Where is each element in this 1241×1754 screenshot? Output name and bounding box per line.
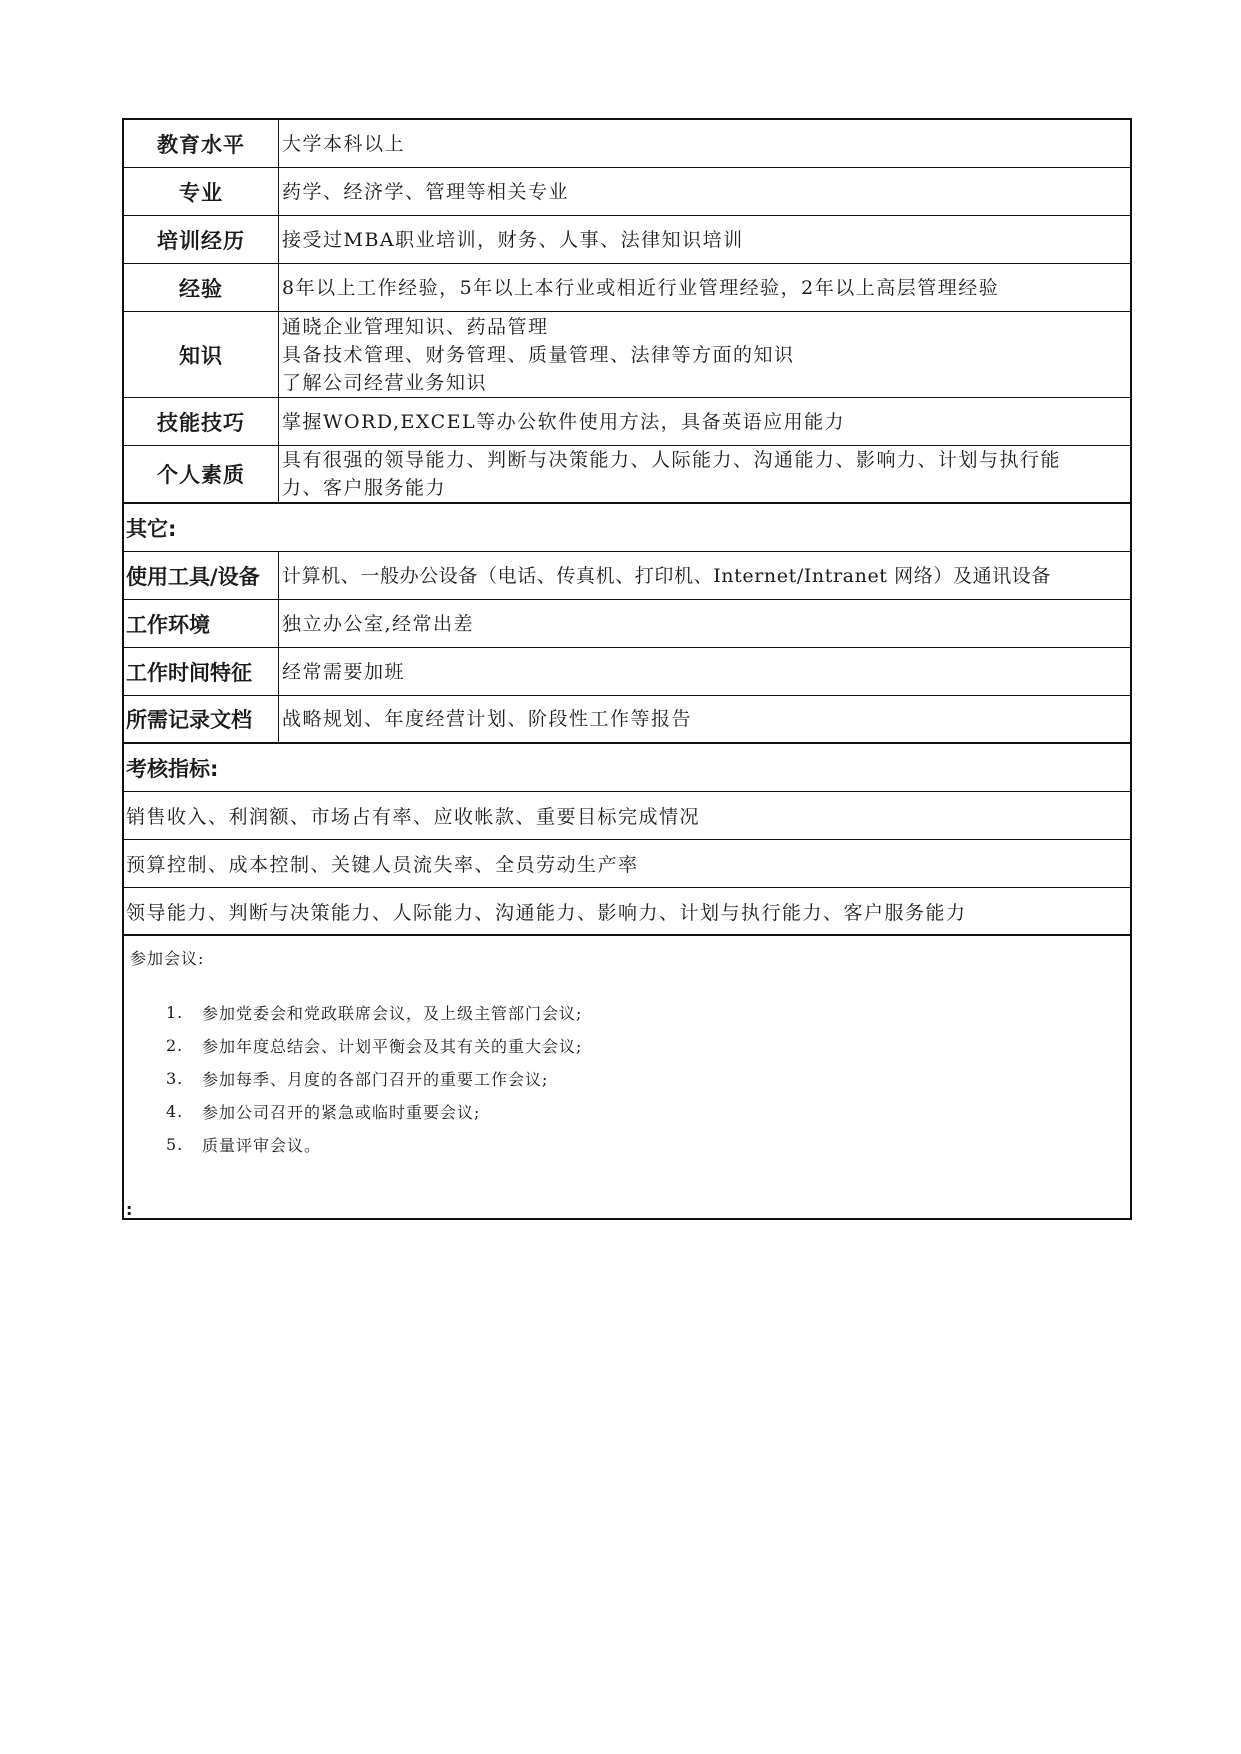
label-skills: 技能技巧: [124, 398, 279, 445]
label-personal-quality: 个人素质: [124, 446, 279, 502]
quality-line: 具有很强的领导能力、判断与决策能力、人际能力、沟通能力、影响力、计划与执行能: [282, 449, 1062, 471]
label-environment: 工作环境: [124, 600, 279, 647]
list-item: [166, 996, 582, 1029]
list-item: [166, 1128, 582, 1161]
list-text: 参加公司召开的紧急或临时重要会议;: [202, 1103, 481, 1122]
row-experience: [124, 264, 1130, 312]
value-major: 药学、经济学、管理等相关专业: [282, 180, 570, 203]
row-environment: [124, 600, 1130, 648]
label-records: 所需记录文档: [124, 696, 279, 742]
list-text: 参加每季、月度的各部门召开的重要工作会议;: [202, 1070, 549, 1089]
label-experience: 经验: [124, 264, 279, 311]
row-other-heading: [124, 504, 1130, 552]
list-text: 质量评审会议。: [202, 1136, 322, 1155]
knowledge-line: 了解公司经营业务知识: [282, 371, 488, 394]
value-personal-quality: [279, 446, 1130, 502]
value-environment: 独立办公室,经常出差: [282, 612, 475, 635]
row-tools: [124, 552, 1130, 600]
label-tools: 使用工具/设备: [124, 552, 279, 599]
list-number: 1.: [166, 1003, 184, 1022]
row-education: [124, 120, 1130, 168]
meetings-section: [124, 936, 1130, 1220]
meetings-list: [166, 996, 582, 1161]
kpi-row: [124, 792, 1130, 840]
kpi-heading: 考核指标:: [126, 756, 219, 781]
value-records: 战略规划、年度经营计划、阶段性工作等报告: [282, 708, 693, 730]
label-work-time: 工作时间特征: [124, 648, 279, 695]
list-number: 5.: [166, 1135, 184, 1154]
row-training: [124, 216, 1130, 264]
list-number: 3.: [166, 1069, 184, 1088]
job-description-table: [122, 118, 1132, 1220]
row-records: [124, 696, 1130, 744]
other-heading: 其它:: [126, 516, 177, 541]
knowledge-line: 具备技术管理、财务管理、质量管理、法律等方面的知识: [282, 343, 795, 366]
value-work-time: 经常需要加班: [282, 660, 406, 683]
row-skills: [124, 398, 1130, 446]
row-major: [124, 168, 1130, 216]
list-number: 2.: [166, 1036, 184, 1055]
meetings-title: 参加会议:: [130, 949, 205, 968]
quality-line: 力、客户服务能力: [282, 477, 447, 499]
value-skills: 掌握WORD,EXCEL等办公软件使用方法，具备英语应用能力: [282, 410, 846, 433]
list-item: [166, 1062, 582, 1095]
value-training: 接受过MBA职业培训，财务、人事、法律知识培训: [282, 228, 744, 251]
knowledge-line: 通晓企业管理知识、药品管理: [282, 315, 549, 338]
label-training: 培训经历: [124, 216, 279, 263]
kpi-text: 销售收入、利润额、市场占有率、应收帐款、重要目标完成情况: [126, 806, 701, 828]
label-education: 教育水平: [124, 120, 279, 167]
label-knowledge: 知识: [124, 312, 279, 397]
value-education: 大学本科以上: [282, 132, 406, 155]
kpi-row: [124, 840, 1130, 888]
row-kpi-heading: [124, 744, 1130, 792]
kpi-text: 领导能力、判断与决策能力、人际能力、沟通能力、影响力、计划与执行能力、客户服务能力: [126, 901, 967, 924]
list-number: 4.: [166, 1102, 184, 1121]
value-experience: 8年以上工作经验，5年以上本行业或相近行业管理经验，2年以上高层管理经验: [282, 276, 1000, 299]
label-major: 专业: [124, 168, 279, 215]
value-tools: 计算机、一般办公设备（电话、传真机、打印机、Internet/Intranet 网络）及通讯设备: [282, 564, 1051, 587]
value-knowledge: [279, 312, 1130, 397]
row-personal-quality: [124, 446, 1130, 504]
kpi-row: [124, 888, 1130, 936]
trailing-colon: :: [126, 1200, 133, 1219]
list-text: 参加年度总结会、计划平衡会及其有关的重大会议;: [202, 1037, 583, 1056]
list-item: [166, 1029, 582, 1062]
list-item: [166, 1095, 582, 1128]
list-text: 参加党委会和党政联席会议，及上级主管部门会议;: [202, 1004, 583, 1023]
row-work-time: [124, 648, 1130, 696]
row-knowledge: [124, 312, 1130, 398]
kpi-text: 预算控制、成本控制、关键人员流失率、全员劳动生产率: [126, 854, 639, 876]
